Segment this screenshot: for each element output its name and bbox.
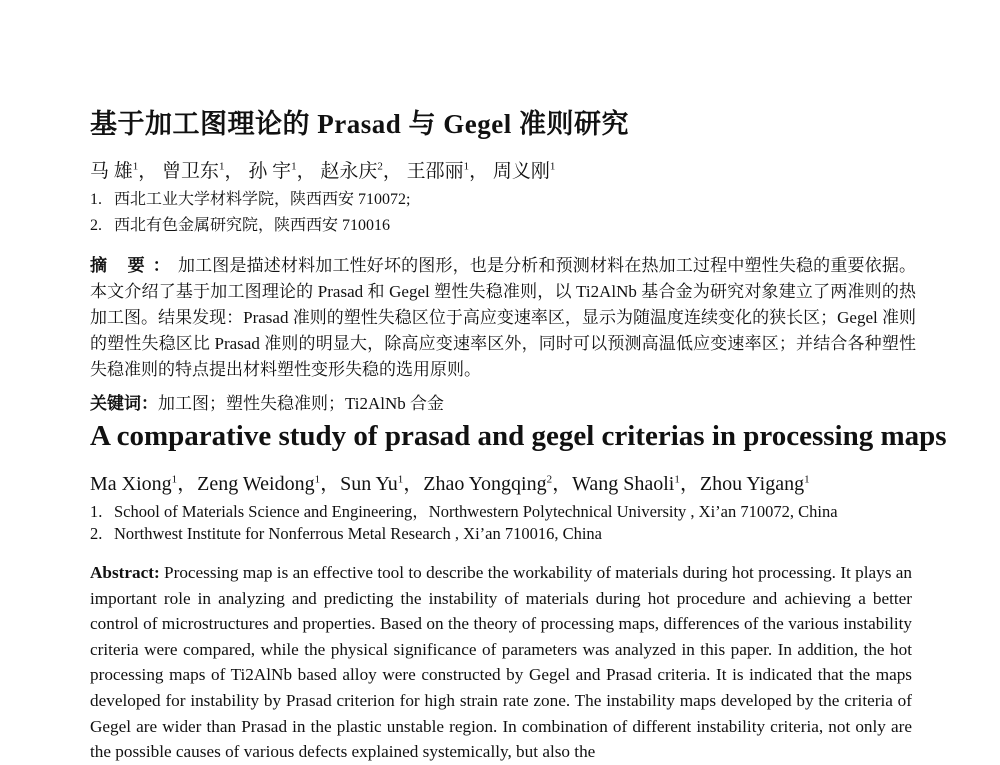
english-affiliation-1: [90, 498, 838, 522]
author-name: 马 雄: [90, 161, 133, 182]
author-affiliation-mark: 1: [397, 473, 404, 486]
chinese-abstract: [90, 253, 916, 383]
english-abstract-label: Abstract:: [90, 563, 160, 582]
affiliation-number: 1.: [90, 502, 103, 521]
affiliation-text: 西北有色金属研究院，陕西西安 710016: [114, 217, 391, 234]
author-name: 王邵丽: [406, 161, 464, 182]
affiliation-number: 2.: [90, 217, 102, 234]
author-name: 赵永庆: [320, 161, 378, 182]
affiliation-text: 西北工业大学材料学院，陕西西安 710072;: [114, 191, 411, 208]
author-separator: ，: [224, 161, 244, 182]
chinese-title: 基于加工图理论的 Prasad 与 Gegel 准则研究: [90, 109, 629, 139]
author-affiliation-mark: 1: [219, 160, 225, 173]
author-name: 孙 宇: [248, 161, 292, 182]
author-name: Zhao Yongqing: [423, 473, 547, 495]
author-affiliation-mark: 1: [314, 473, 321, 486]
affiliation-number: 2.: [90, 524, 103, 543]
author-affiliation-mark: 1: [549, 160, 556, 173]
author-separator: ，: [296, 161, 316, 182]
author-separator: ，: [552, 473, 573, 495]
author-separator: ，: [679, 473, 700, 495]
author-name: Ma Xiong: [90, 473, 172, 495]
author-separator: ，: [382, 161, 402, 182]
author-affiliation-mark: 2: [546, 473, 553, 486]
chinese-authors: [90, 156, 555, 183]
chinese-keywords-label: 关键词：: [90, 394, 158, 413]
author-affiliation-mark: 2: [377, 160, 383, 173]
author-name: Zeng Weidong: [197, 473, 315, 495]
english-abstract-text: Processing map is an effective tool to describe the workability of materials during hot processing. It plays an important role in analyzing and predicting the instability of materials during hot procedure and achieving a better control of microstructures and properties. Based on the theory of processing maps, differences of the various instability criteria were compared, while the physical significance of parameters was analyzed in this paper. In addition, the hot processing maps of Ti2AlNb based alloy were constructed by Gegel and Prasad criteria. It is indicated that the maps developed for instability by Prasad criterion for high strain rate zone. The instability maps developed by the criteria of Gegel are wider than Prasad in the plastic unstable region. In combination of different instability criteria, not only are the possible causes of various defects explained systemically, but also the: [90, 563, 913, 762]
author-name: Wang Shaoli: [572, 473, 675, 495]
author-name: 周义刚: [492, 161, 550, 182]
author-name: Zhou Yigang: [699, 473, 805, 495]
chinese-affiliation-1: [90, 186, 410, 209]
affiliation-number: 1.: [90, 191, 102, 208]
author-separator: ，: [177, 473, 198, 495]
author-affiliation-mark: 1: [132, 160, 139, 173]
author-affiliation-mark: 1: [463, 160, 470, 173]
author-separator: ，: [469, 161, 489, 182]
author-separator: ，: [320, 473, 341, 495]
english-affiliation-2: [90, 524, 602, 544]
affiliation-text: School of Materials Science and Engineering，Northwestern Polytechnical University , Xi’an 710072, China: [114, 502, 838, 521]
author-affiliation-mark: 1: [171, 473, 178, 486]
author-separator: ，: [403, 473, 424, 495]
chinese-abstract-label: 摘 要：: [90, 256, 178, 275]
author-affiliation-mark: 1: [291, 160, 297, 173]
chinese-affiliation-2: [90, 212, 390, 235]
english-abstract: [90, 560, 912, 765]
author-separator: ，: [138, 161, 158, 182]
author-name: Sun Yu: [340, 473, 398, 495]
english-title: A comparative study of prasad and gegel criterias in processing maps: [90, 420, 947, 452]
chinese-keywords-text: 加工图；塑性失稳准则；Ti2AlNb 合金: [158, 394, 445, 413]
chinese-keywords: [90, 389, 444, 414]
author-name: 曾卫东: [162, 161, 220, 182]
chinese-abstract-text: 加工图是描述材料加工性好坏的图形，也是分析和预测材料在热加工过程中塑性失稳的重要依据。本文介绍了基于加工图理论的 Prasad 和 Gegel 塑性失稳准则，以 Ti2AlNb 基合金为研究对象建立了两准则的热加工图。结果发现：Prasad 准则的塑性失稳区位于高应变速率区，显示为随温度连续变化的狭长区；Gegel 准则的塑性失稳区比 Prasad 准则的明显大，除高应变速率区外，同时可以预测高温低应变速率区；并结合各种塑性失稳准则的特点提出材料塑性变形失稳的选用原则。: [90, 256, 917, 379]
english-authors: [90, 467, 810, 496]
affiliation-text: Northwest Institute for Nonferrous Metal Research , Xi’an 710016, China: [114, 524, 603, 543]
author-affiliation-mark: 1: [804, 473, 810, 486]
author-affiliation-mark: 1: [674, 473, 680, 486]
